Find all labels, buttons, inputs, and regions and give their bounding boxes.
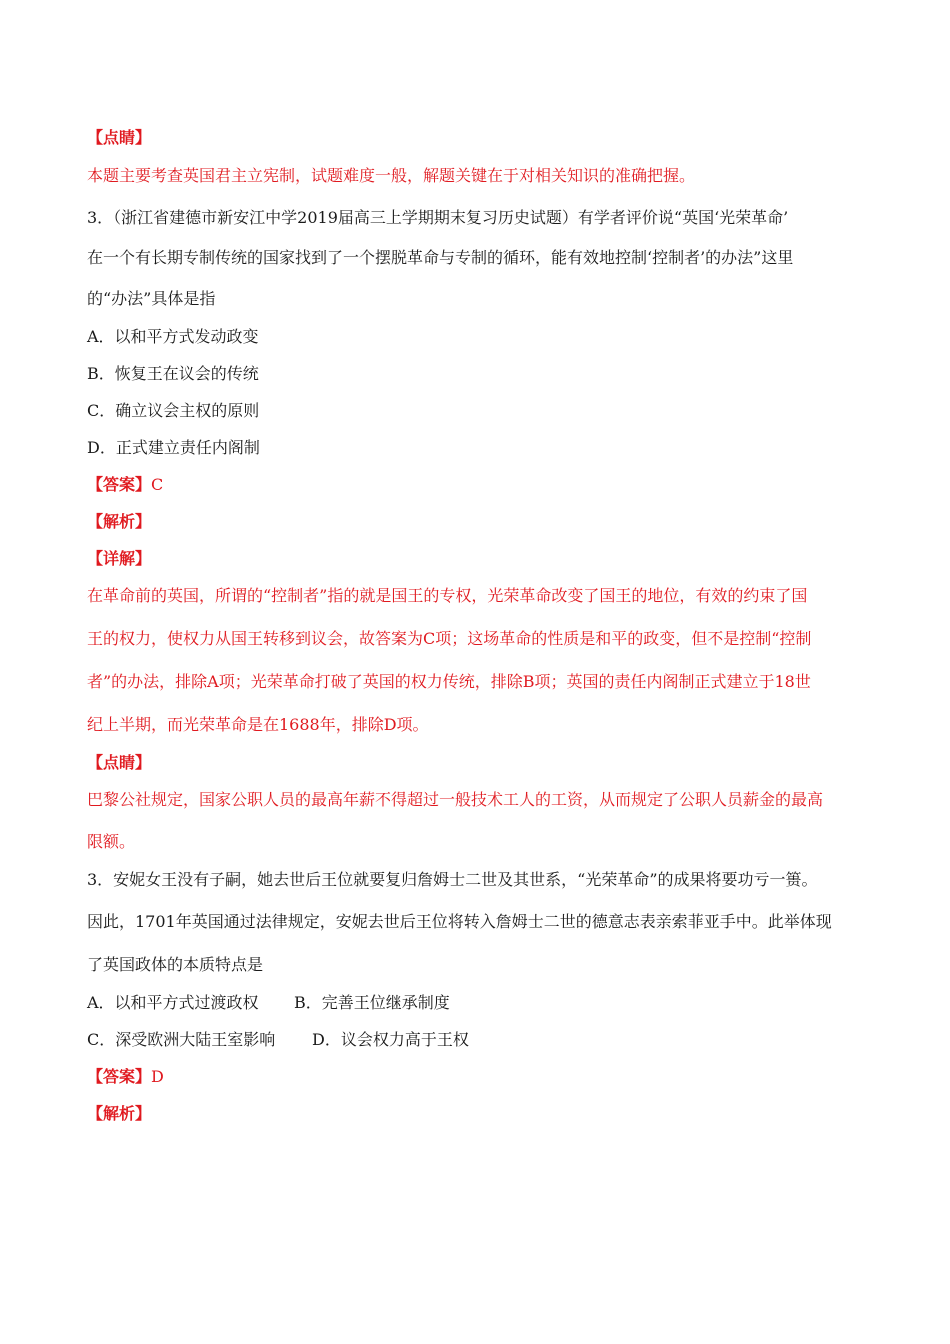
question-3b-option-b: B．完善王位继承制度 [294,993,450,1012]
answer-row-2 [87,1067,164,1087]
question-3b-option-d: D．议会权力高于王权 [312,1030,469,1049]
question-3a-option-c: C．确立议会主权的原则 [87,401,260,420]
question-3b-options-row-2 [87,1030,469,1050]
question-3a-option-d: D．正式建立责任内阁制 [87,438,260,457]
answer-value-1: C [151,475,164,494]
xiangjie-text-line-3: 者”的办法，排除A项；光荣革命打破了英国的权力传统，排除B项；英国的责任内阁制正式建立于18世 [87,672,811,691]
dianjing-heading-1: 【点睛】 [87,128,152,147]
dianjing-heading-2: 【点睛】 [87,753,152,772]
xiangjie-text-line-1: 在革命前的英国，所谓的“控制者”指的就是国王的专权，光荣革命改变了国王的地位，有效的约束了国 [87,586,808,605]
dianjing-text-1: 本题主要考查英国君主立宪制，试题难度一般，解题关键在于对相关知识的准确把握。 [87,166,696,185]
question-3b-line-1: 3．安妮女王没有子嗣，她去世后王位就要复归詹姆士二世及其世系，“光荣革命”的成果将要功亏一篑。 [87,870,818,889]
answer-heading-2: 【答案】 [87,1067,152,1086]
answer-row-1 [87,475,163,495]
question-3a-line-1: 3．（浙江省建德市新安江中学2019届高三上学期期末复习历史试题）有学者评价说“英国‘光荣革命’ [87,208,789,227]
question-3a-option-a: A．以和平方式发动政变 [87,327,259,346]
question-3a-line-2: 在一个有长期专制传统的国家找到了一个摆脱革命与专制的循环，能有效地控制‘控制者’的办法”这里 [87,248,794,267]
question-3a-option-b: B．恢复王在议会的传统 [87,364,259,383]
answer-value-2: D [151,1067,164,1086]
jiexi-heading-1: 【解析】 [87,512,152,531]
jiexi-heading-2: 【解析】 [87,1104,152,1123]
question-3b-line-2: 因此，1701年英国通过法律规定，安妮去世后王位将转入詹姆士二世的德意志表亲索菲亚手中。此举体现 [87,912,832,931]
xiangjie-heading-1: 【详解】 [87,549,152,568]
question-3b-option-a: A．以和平方式过渡政权 [87,993,259,1012]
question-3b-options-row-1 [87,993,450,1013]
dianjing-text-2-line-1: 巴黎公社规定，国家公职人员的最高年薪不得超过一般技术工人的工资，从而规定了公职人员薪金的最高 [87,790,824,809]
xiangjie-text-line-2: 王的权力，使权力从国王转移到议会，故答案为C项；这场革命的性质是和平的政变，但不是控制“控制 [87,629,812,648]
dianjing-text-2-line-2: 限额。 [87,832,136,851]
question-3b-option-c: C．深受欧洲大陆王室影响 [87,1030,276,1049]
question-3a-line-3: 的“办法”具体是指 [87,289,216,308]
xiangjie-text-line-4: 纪上半期，而光荣革命是在1688年，排除D项。 [87,715,429,734]
answer-heading-1: 【答案】 [87,475,152,494]
question-3b-line-3: 了英国政体的本质特点是 [87,955,264,974]
